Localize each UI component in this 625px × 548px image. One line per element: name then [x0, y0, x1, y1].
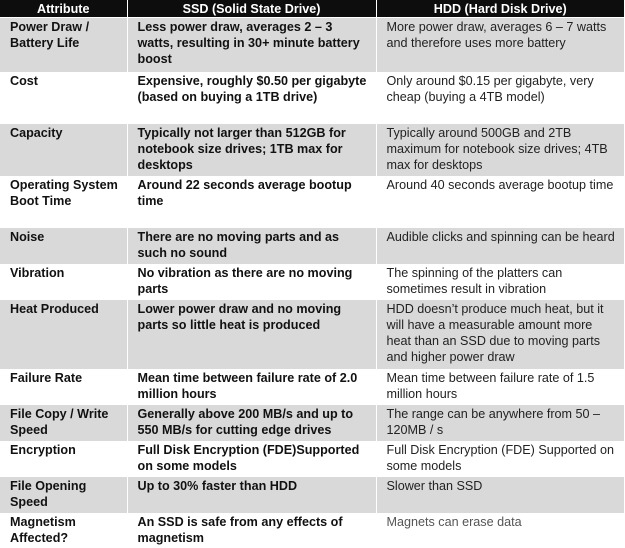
table-row — [0, 18, 624, 72]
table-header — [0, 0, 624, 18]
ssd-cell: Lower power draw and no moving parts so little heat is produced — [127, 300, 376, 369]
hdd-cell: Typically around 500GB and 2TB maximum for notebook size drives; 4TB max for desktops — [376, 124, 624, 176]
header-hdd: HDD (Hard Disk Drive) — [376, 0, 624, 18]
table-row — [0, 72, 624, 124]
attribute-cell: Power Draw / Battery Life — [0, 18, 127, 72]
ssd-cell: Up to 30% faster than HDD — [127, 477, 376, 513]
header-ssd: SSD (Solid State Drive) — [127, 0, 376, 18]
attribute-cell: Operating System Boot Time — [0, 176, 127, 228]
attribute-cell: Cost — [0, 72, 127, 124]
ssd-cell: Generally above 200 MB/s and up to 550 MB/s for cutting edge drives — [127, 405, 376, 441]
ssd-cell: Less power draw, averages 2 – 3 watts, resulting in 30+ minute battery boost — [127, 18, 376, 72]
table-row — [0, 477, 624, 513]
ssd-cell: Mean time between failure rate of 2.0 million hours — [127, 369, 376, 405]
table-row — [0, 176, 624, 228]
hdd-cell: The spinning of the platters can sometimes result in vibration — [376, 264, 624, 300]
table-row — [0, 264, 624, 300]
hdd-cell: Magnets can erase data — [376, 513, 624, 548]
table-row — [0, 124, 624, 176]
attribute-cell: Failure Rate — [0, 369, 127, 405]
table-row — [0, 369, 624, 405]
attribute-cell: Capacity — [0, 124, 127, 176]
ssd-cell: An SSD is safe from any effects of magnetism — [127, 513, 376, 548]
header-row — [0, 0, 624, 18]
table-row — [0, 300, 624, 369]
hdd-cell: Mean time between failure rate of 1.5 million hours — [376, 369, 624, 405]
table-body — [0, 18, 624, 548]
hdd-cell: Full Disk Encryption (FDE) Supported on some models — [376, 441, 624, 477]
hdd-cell: HDD doesn’t produce much heat, but it will have a measurable amount more heat than an SSD due to moving parts and higher power draw — [376, 300, 624, 369]
table-row — [0, 405, 624, 441]
attribute-cell: Noise — [0, 228, 127, 264]
attribute-cell: Heat Produced — [0, 300, 127, 369]
attribute-cell: File Opening Speed — [0, 477, 127, 513]
attribute-cell: Vibration — [0, 264, 127, 300]
hdd-cell: More power draw, averages 6 – 7 watts and therefore uses more battery — [376, 18, 624, 72]
hdd-cell: Slower than SSD — [376, 477, 624, 513]
hdd-cell: Audible clicks and spinning can be heard — [376, 228, 624, 264]
attribute-cell: File Copy / Write Speed — [0, 405, 127, 441]
hdd-cell: The range can be anywhere from 50 – 120MB / s — [376, 405, 624, 441]
ssd-cell: No vibration as there are no moving parts — [127, 264, 376, 300]
ssd-cell: There are no moving parts and as such no sound — [127, 228, 376, 264]
ssd-cell: Expensive, roughly $0.50 per gigabyte (based on buying a 1TB drive) — [127, 72, 376, 124]
attribute-cell: Encryption — [0, 441, 127, 477]
ssd-cell: Full Disk Encryption (FDE)Supported on some models — [127, 441, 376, 477]
table-row — [0, 441, 624, 477]
ssd-cell: Typically not larger than 512GB for notebook size drives; 1TB max for desktops — [127, 124, 376, 176]
header-attribute: Attribute — [0, 0, 127, 18]
table-row — [0, 228, 624, 264]
attribute-cell: Magnetism Affected? — [0, 513, 127, 548]
ssd-cell: Around 22 seconds average bootup time — [127, 176, 376, 228]
table-row — [0, 513, 624, 548]
hdd-cell: Only around $0.15 per gigabyte, very cheap (buying a 4TB model) — [376, 72, 624, 124]
hdd-cell: Around 40 seconds average bootup time — [376, 176, 624, 228]
